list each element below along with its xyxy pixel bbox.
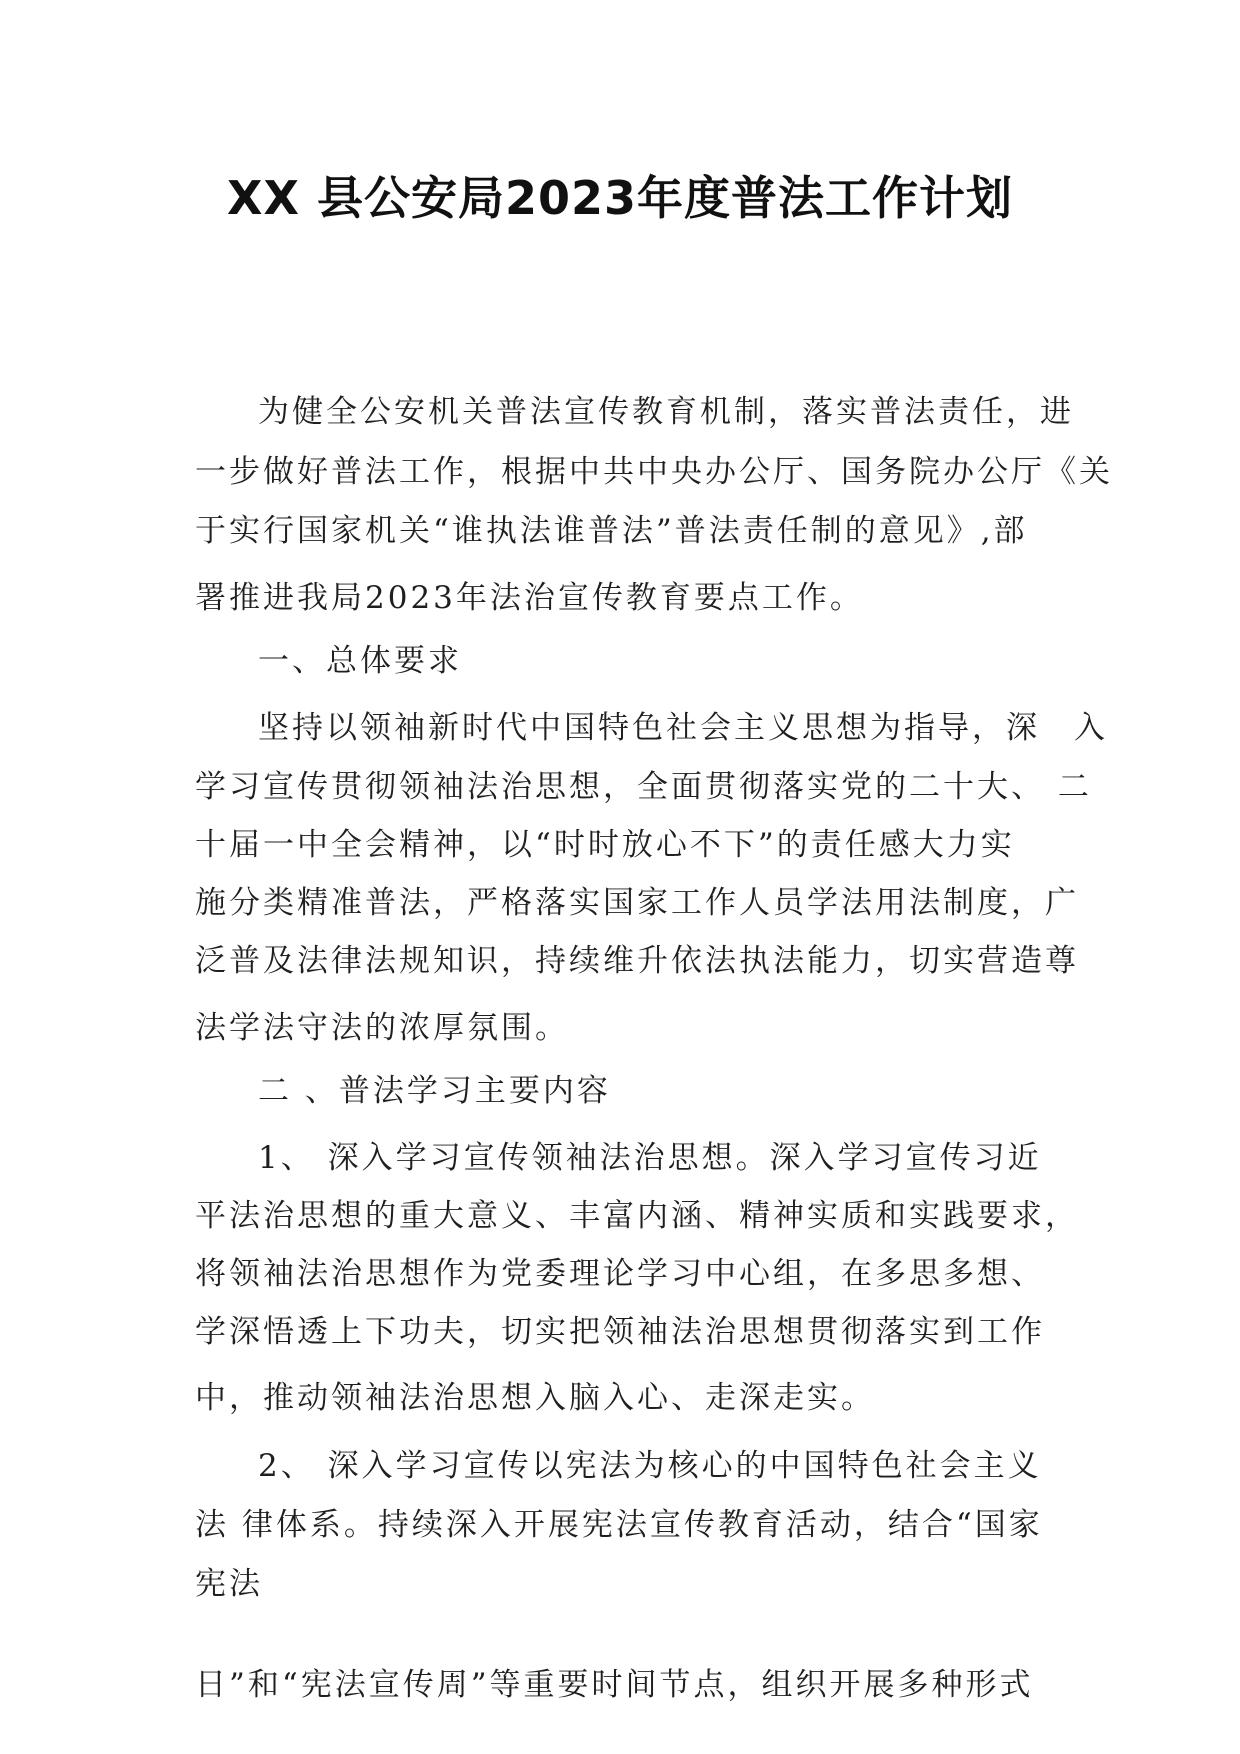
paragraph-line: 学深悟透上下功夫，切实把领袖法治思想贯彻落实到工作 (195, 1314, 1045, 1350)
paragraph-line: 1、 深入学习宣传领袖法治思想。深入学习宣传习近 (258, 1140, 1042, 1176)
paragraph-line: 学习宣传贯彻领袖法治思想，全面贯彻落实党的二十大、 二 (195, 769, 1092, 805)
paragraph-line: 宪法 (195, 1566, 263, 1602)
paragraph-line: 坚持以领袖新时代中国特色社会主义思想为指导，深 入 (258, 710, 1108, 746)
paragraph-line: 十届一中全会精神，以“时时放心不下”的责任感大力实 (195, 827, 1015, 863)
paragraph-line: 将领袖法治思想作为党委理论学习中心组，在多思多想、 (195, 1256, 1045, 1292)
paragraph-line: 施分类精准普法，严格落实国家工作人员学法用法制度，广 (195, 885, 1079, 921)
paragraph-line: 署推进我局2023年法治宣传教育要点工作。 (195, 580, 864, 616)
paragraph-line: 法 律体系。持续深入开展宪法宣传教育活动，结合“国家 (195, 1507, 1043, 1543)
paragraph-line: 泛普及法律法规知识，持续维升依法执法能力，切实营造尊 (195, 943, 1079, 979)
paragraph-line: 为健全公安机关普法宣传教育机制，落实普法责任，进 (258, 394, 1074, 430)
paragraph-line: 一步做好普法工作，根据中共中央办公厅、国务院办公厅《关 (195, 454, 1113, 490)
paragraph-line: 中，推动领袖法治思想入脑入心、走深走实。 (195, 1380, 875, 1416)
paragraph-line: 法学法守法的浓厚氛围。 (195, 1010, 569, 1046)
paragraph-line: 2、 深入学习宣传以宪法为核心的中国特色社会主义 (258, 1448, 1042, 1484)
section-heading: 一、总体要求 (258, 643, 462, 679)
paragraph-line: 于实行国家机关“谁执法谁普法”普法责任制的意见》,部 (195, 513, 1028, 549)
paragraph-line: 日”和“宪法宣传周”等重要时间节点，组织开展多种形式 (195, 1667, 1034, 1703)
document-title: XX 县公安局2023年度普法工作计划 (227, 171, 1013, 225)
section-heading: 二 、普法学习主要内容 (258, 1073, 611, 1109)
paragraph-line: 平法治思想的重大意义、丰富内涵、精神实质和实践要求， (195, 1198, 1079, 1234)
